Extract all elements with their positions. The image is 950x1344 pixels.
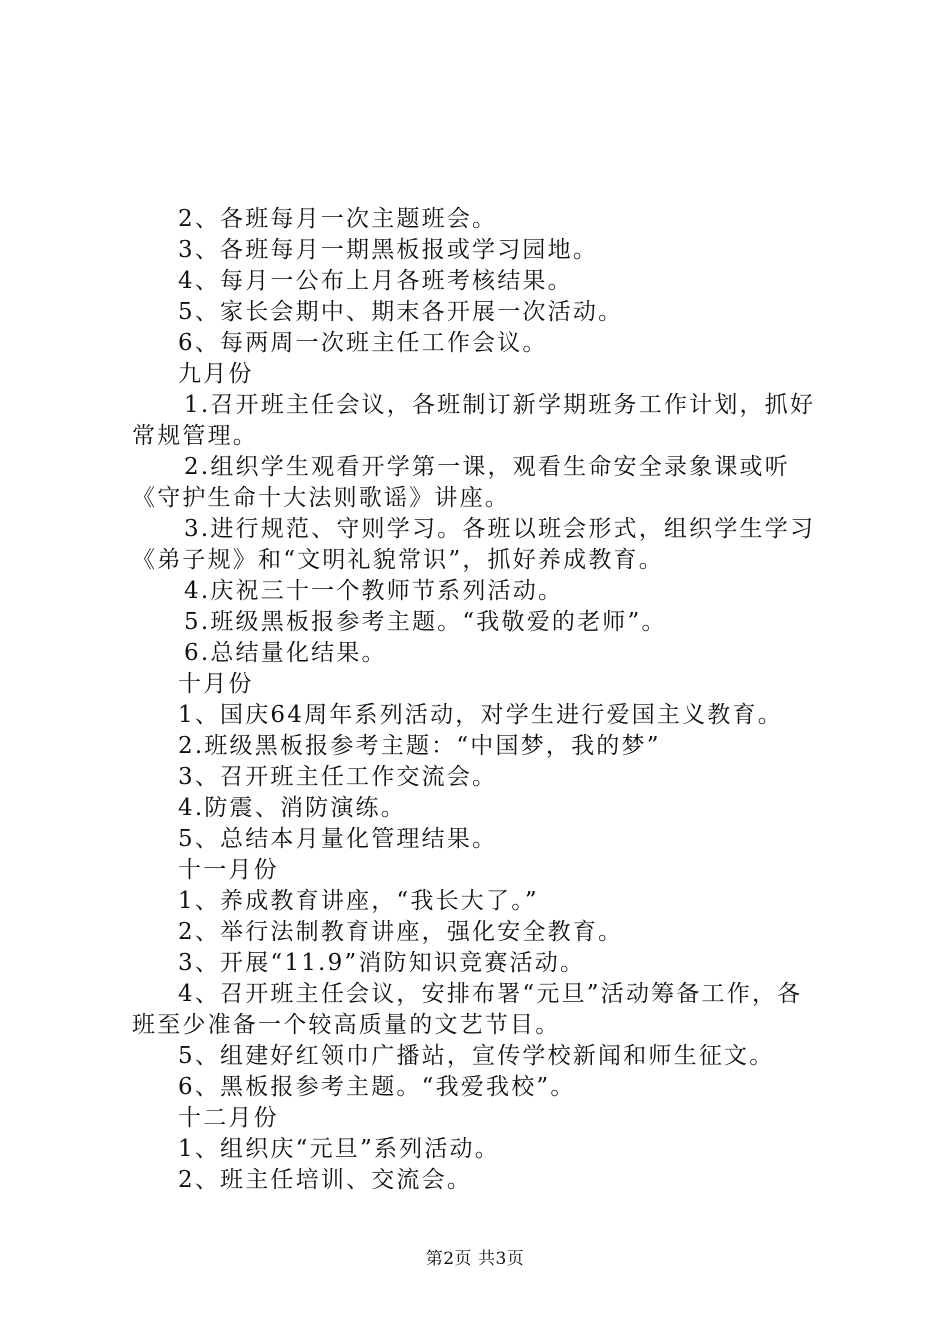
text-line: 3、召开班主任工作交流会。	[178, 764, 498, 790]
text-line: 1、国庆64周年系列活动，对学生进行爱国主义教育。	[178, 702, 783, 728]
text-line: 6.总结量化结果。	[184, 640, 387, 666]
text-line: 2.班级黑板报参考主题：“中国梦，我的梦”	[178, 733, 661, 759]
text-line: 常规管理。	[132, 423, 258, 449]
text-line: 6、黑板报参考主题。“我爱我校”。	[178, 1074, 576, 1100]
section-heading: 十二月份	[178, 1105, 279, 1131]
text-line: 5、组建好红领巾广播站，宣传学校新闻和师生征文。	[178, 1043, 775, 1069]
text-line: 6、每两周一次班主任工作会议。	[178, 330, 548, 356]
text-line: 1、养成教育讲座，“我长大了。”	[178, 888, 539, 914]
text-line: 4、召开班主任会议，安排布署“元旦”活动筹备工作，各	[178, 981, 803, 1007]
text-line: 4.庆祝三十一个教师节系列活动。	[184, 578, 564, 604]
page-footer: 第2页 共3页	[425, 1249, 525, 1269]
text-line: 1、组织庆“元旦”系列活动。	[178, 1136, 500, 1162]
text-line: 3、开展“11.9”消防知识竞赛活动。	[178, 950, 586, 976]
text-line: 4、每月一公布上月各班考核结果。	[178, 268, 573, 294]
section-heading: 九月份	[178, 361, 254, 387]
text-line: 《弟子规》和“文明礼貌常识”，抓好养成教育。	[132, 547, 664, 573]
text-line: 5、总结本月量化管理结果。	[178, 826, 498, 852]
text-line: 《守护生命十大法则歌谣》讲座。	[132, 485, 510, 511]
text-line: 3、各班每月一期黑板报或学习园地。	[178, 237, 599, 263]
text-line: 5.班级黑板报参考主题。“我敬爱的老师”。	[184, 609, 667, 635]
text-line: 2.组织学生观看开学第一课，观看生命安全录象课或听	[184, 454, 790, 480]
section-heading: 十一月份	[178, 857, 279, 883]
section-heading: 十月份	[178, 671, 254, 697]
text-line: 班至少准备一个较高质量的文艺节目。	[132, 1012, 561, 1038]
text-line: 2、班主任培训、交流会。	[178, 1167, 473, 1193]
text-line: 1.召开班主任会议，各班制订新学期班务工作计划，抓好	[184, 392, 816, 418]
text-line: 2、举行法制教育讲座，强化安全教育。	[178, 919, 624, 945]
text-line: 4.防震、消防演练。	[178, 795, 406, 821]
text-line: 2、各班每月一次主题班会。	[178, 206, 498, 232]
document-body	[132, 204, 832, 1196]
text-line: 5、家长会期中、期末各开展一次活动。	[178, 299, 624, 325]
text-line: 3.进行规范、守则学习。各班以班会形式，组织学生学习	[184, 516, 816, 542]
